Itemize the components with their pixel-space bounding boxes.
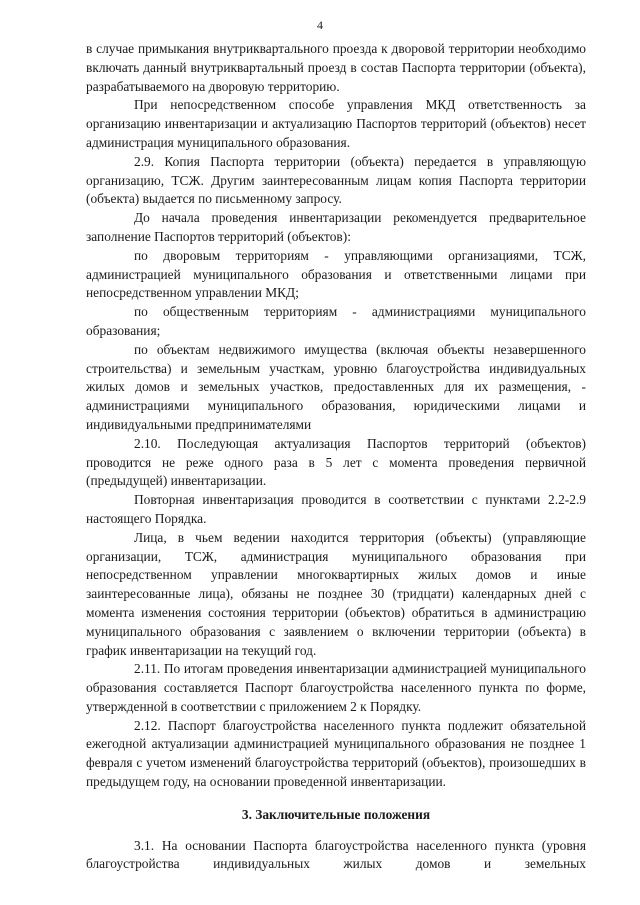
page-number: 4 bbox=[317, 18, 323, 32]
paragraph: в случае примыкания внутриквартального проезда к дворовой территории необходимо включать данный внутриквартальный проезд в состав Паспорта территории (объекта), разрабатываемого на дворовую территорию. bbox=[86, 41, 586, 94]
document-body bbox=[86, 40, 586, 874]
section-heading: 3. Заключительные положения bbox=[241, 806, 431, 822]
paragraph: До начала проведения инвентаризации рекомендуется предварительное заполнение Паспортов территорий (объектов): bbox=[86, 210, 586, 244]
paragraph: При непосредственном способе управления МКД ответственность за организацию инвентаризации и актуализацию Паспортов территорий (объектов) несет администрация муниципального образования. bbox=[86, 97, 586, 150]
paragraph: 2.10. Последующая актуализация Паспортов территорий (объектов) проводится не реже одного раза в 5 лет с момента проведения первичной (предыдущей) инвентаризации. bbox=[86, 435, 586, 489]
paragraph: по общественным территориям - администрациями муниципального образования; bbox=[86, 304, 586, 338]
paragraph: 2.11. По итогам проведения инвентаризации администрацией муниципального образования составляется Паспорт благоустройства населенного пункта по форме, утвержденной в соответствии с приложением 2 к Порядку. bbox=[86, 661, 586, 714]
paragraph: 2.12. Паспорт благоустройства населенного пункта подлежит обязательной ежегодной актуализации администрацией муниципального образования не позднее 1 февраля с учетом изменений благоустройства территорий (объектов), произошедших в предыдущем году, на основании проведенной инвентаризации. bbox=[86, 717, 586, 790]
paragraph: Повторная инвентаризация проводится в соответствии с пунктами 2.2-2.9 настоящего Порядка. bbox=[86, 492, 586, 526]
paragraph: по объектам недвижимого имущества (включая объекты незавершенного строительства) и земельным участкам, уровню благоустройства индивидуальных жилых домов и земельных участков, предоставленных для их размещения, - администрациями муниципального образования, юридическими лицами и индивидуальными предпринимателями bbox=[86, 341, 586, 432]
paragraph: Лица, в чьем ведении находится территория (объекты) (управляющие организации, ТСЖ, администрация муниципального образования при непосредственном управлении многоквартирных жилых домов и иные заинтересованные лица), обязаны не позднее 30 (тридцати) календарных дней с момента изменения состояния территории (объектов) обратиться в администрацию муниципального образования с заявлением о включении территории (объекта) в график инвентаризации на текущий год. bbox=[86, 529, 586, 658]
paragraph: 3.1. На основании Паспорта благоустройства населенного пункта (уровня благоустройства индивидуальных жилых домов и земельных bbox=[86, 837, 586, 872]
paragraph: 2.9. Копия Паспорта территории (объекта) передается в управляющую организацию, ТСЖ. Другим заинтересованным лицам копия Паспорта территории (объекта) выдается по письменному запросу. bbox=[86, 153, 586, 207]
paragraph: по дворовым территориям - управляющими организациями, ТСЖ, администрацией муниципального образования и ответственными лицами при непосредственном управлении МКД; bbox=[86, 247, 586, 301]
